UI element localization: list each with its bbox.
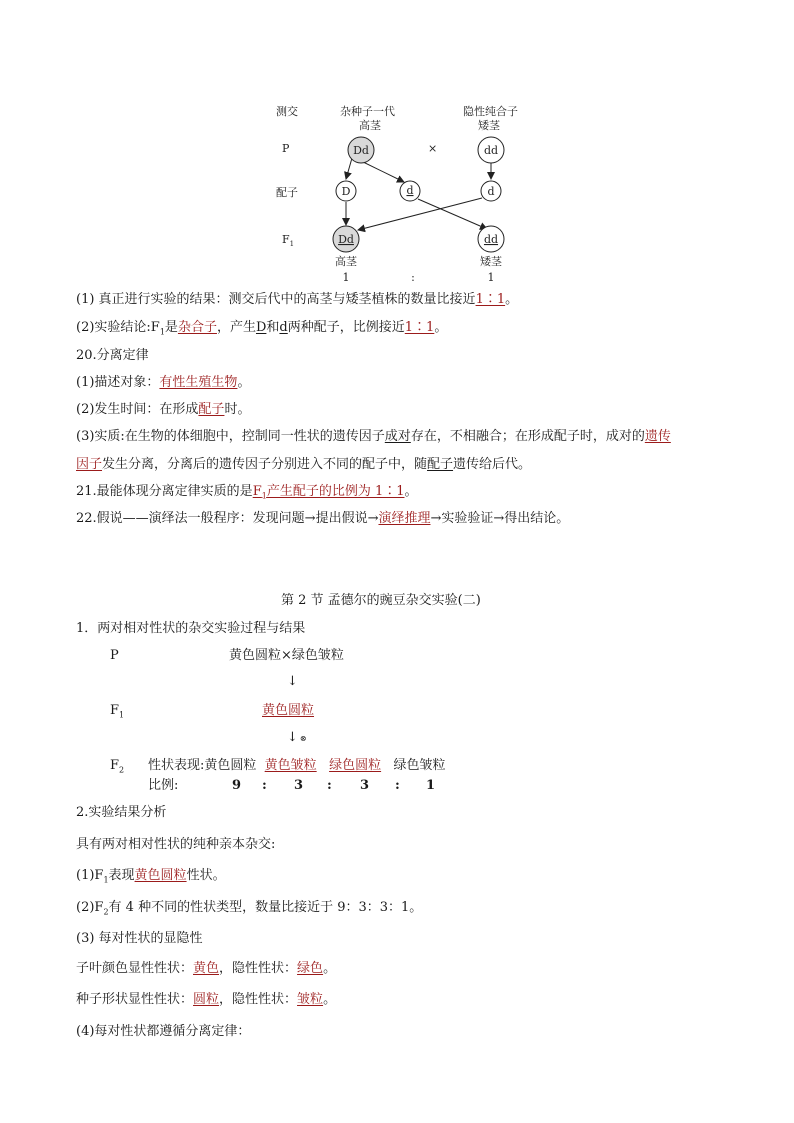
analysis-line-2: $(2)F_2$有 4 种不同的性状类型，数量比接近于 9：3：3：1。	[76, 900, 423, 917]
offspring-Dd: Dd	[338, 233, 354, 246]
answer-ratio-2: 1∶1	[404, 320, 435, 335]
testcross-result-line: (1) 真正进行实验的结果：测交后代中的高茎与矮茎植株的数量比接近1∶1。	[76, 292, 519, 307]
f2-label: $F_2$	[110, 758, 125, 775]
arrow-down-1: ↓	[287, 674, 298, 689]
row-label-p: P	[282, 142, 290, 155]
row-label-f1: $F_1$	[282, 233, 295, 248]
cross-symbol: ×	[428, 142, 438, 155]
ratio-right: 1	[487, 271, 495, 284]
ratio-colon: :	[411, 271, 415, 284]
label-recessive: 隐性纯合子	[463, 105, 518, 118]
segregation-essence-line-2: 因子发生分离，分离后的遗传因子分别进入不同的配子中，随配子遗传给后代。	[76, 457, 532, 472]
hypothetico-deductive-line: 22.假说——演绎法一般程序：发现问题→提出假说→演绎推理→实验验证→得出结论。	[76, 511, 570, 526]
answer-wrinkled: 皱粒	[297, 992, 324, 1007]
f2-phenotypes: 性状表现:黄色圆粒 黄色皱粒 绿色圆粒 绿色皱粒	[148, 758, 446, 773]
p-cross: 黄色圆粒×绿色皱粒	[229, 648, 344, 663]
segregation-essence-best-line: 21.最能体现分离定律实质的是$F_1$产生配子的比例为 1∶1。	[76, 484, 418, 501]
answer-gamete: 配子	[198, 402, 225, 417]
answer-paired: 成对	[384, 429, 411, 444]
selfing-symbol: ⊗	[299, 734, 307, 743]
analysis-line-1: $(1)F_1$表现黄色圆粒性状。	[76, 868, 226, 885]
segregation-time-line: (2)发生时间：在形成配子时。	[76, 402, 251, 417]
answer-heterozygote: 杂合子	[177, 320, 217, 335]
f1-label: $F_1$	[110, 703, 125, 720]
testcross-diagram	[260, 98, 550, 288]
analysis-line-3: (3) 每对性状的显隐性	[76, 931, 203, 946]
answer-round: 圆粒	[193, 992, 220, 1007]
answer-genetic-factor-b: 因子	[76, 457, 103, 472]
heading-result-analysis: 2.实验结果分析	[76, 805, 167, 820]
answer-deductive-reasoning: 演绎推理	[378, 511, 431, 526]
segregation-object-line: (1)描述对象：有性生殖生物。	[76, 375, 251, 390]
testcross-conclusion-line: (2)实验结论$:F_1$是杂合子，产生D和d两种配子，比例接近1∶1。	[76, 320, 448, 337]
answer-sexual-organisms: 有性生殖生物	[159, 375, 238, 390]
answer-green-round: 绿色圆粒	[329, 758, 382, 773]
gamete-d-2: d	[487, 185, 495, 198]
offspring-dd-phenotype: 矮茎	[480, 255, 502, 268]
analysis-line-4: (4)每对性状都遵循分离定律：	[76, 1024, 251, 1039]
answer-f1-phenotype: 黄色圆粒	[134, 868, 187, 883]
answer-gamete-2: 配子	[427, 457, 454, 472]
answer-yellow-wrinkled: 黄色皱粒	[264, 758, 317, 773]
label-hybrid: 杂种子一代	[340, 105, 395, 118]
answer-f1-gamete-ratio: $F_1$产生配子的比例为 1∶1	[252, 484, 405, 501]
label-hybrid-phenotype: 高茎	[359, 119, 381, 132]
analysis-line-seed-shape: 种子形状显性性状：圆粒，隐性性状：皱粒。	[76, 992, 337, 1007]
gamete-d-1: d	[406, 184, 414, 197]
answer-f1-yellow-round: 黄色圆粒	[262, 703, 315, 718]
label-recessive-phenotype: 矮茎	[478, 119, 500, 132]
section-title: 第 2 节 孟德尔的豌豆杂交实验(二)	[281, 593, 481, 608]
label-testcross: 测交	[276, 105, 298, 118]
answer-green: 绿色	[297, 961, 324, 976]
heading-segregation-law: 20.分离定律	[76, 348, 149, 363]
ratio-values: 9 : 3 : 3 : 1	[232, 778, 436, 793]
segregation-essence-line-1: (3)实质:在生物的体细胞中，控制同一性状的遗传因子成对存在，不相融合；在形成配子时，成对的遗传	[76, 429, 671, 444]
arrow-down-2: ↓ ⊗	[287, 730, 307, 745]
ratio-left: 1	[342, 271, 350, 284]
p-label: P	[110, 648, 119, 663]
offspring-Dd-phenotype: 高茎	[335, 255, 357, 268]
answer-ratio-1: 1∶1	[475, 292, 506, 307]
parent-recessive-genotype: dd	[483, 144, 499, 157]
answer-genetic-factor-a: 遗传	[644, 429, 671, 444]
offspring-dd: dd	[483, 233, 499, 246]
analysis-intro: 具有两对相对性状的纯种亲本杂交:	[76, 837, 276, 852]
gamete-D: D	[341, 185, 351, 198]
ratio-label: 比例:	[148, 778, 179, 793]
row-label-gamete: 配子	[276, 186, 298, 199]
analysis-line-cotyledon: 子叶颜色显性性状：黄色，隐性性状：绿色。	[76, 961, 337, 976]
heading-dihybrid-cross: 1．两对相对性状的杂交实验过程与结果	[76, 621, 306, 636]
parent-hybrid-genotype: Dd	[353, 144, 369, 157]
answer-yellow: 黄色	[193, 961, 220, 976]
